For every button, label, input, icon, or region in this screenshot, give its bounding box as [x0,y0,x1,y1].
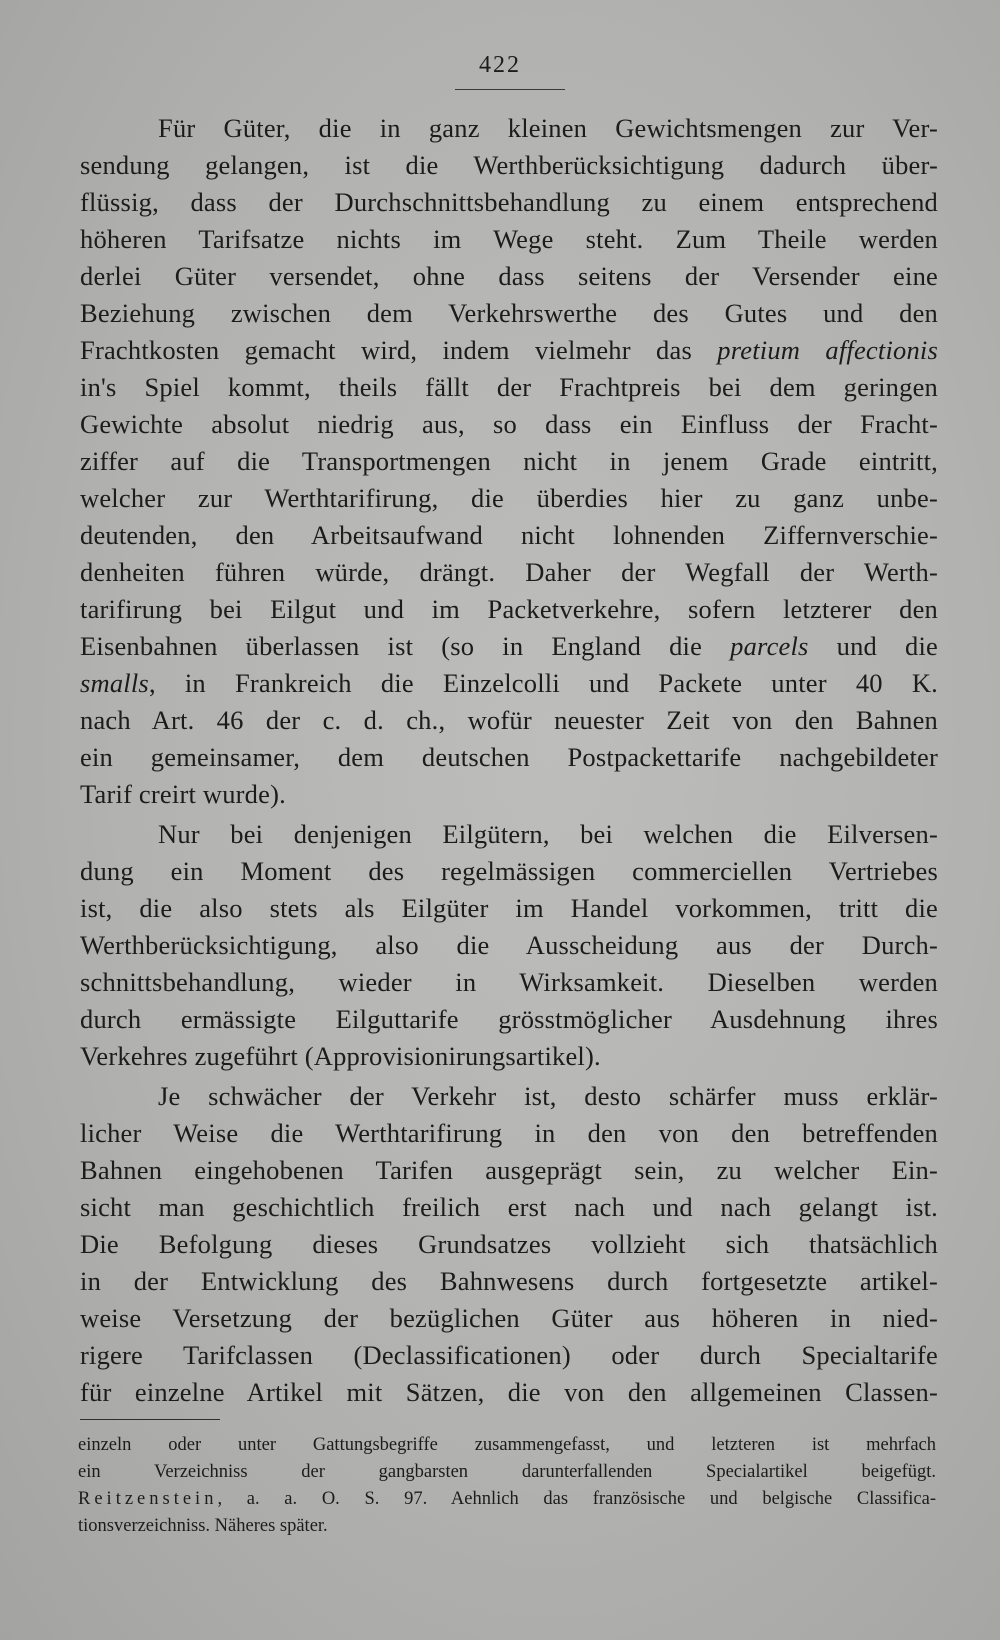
text-segment: Frachtkosten gemacht wird, indem vielmehr das [80,335,718,365]
text-line [80,332,938,369]
italic-term: pretium affectionis [717,335,938,365]
text-line: Werthberücksichtigung, also die Ausscheidung aus der Durch- [80,930,938,960]
text-line: nach Art. 46 der c. d. ch., wofür neuester Zeit von den Bahnen [80,705,938,735]
text-line: Beziehung zwischen dem Verkehrswerthe des Gutes und den [80,298,938,328]
header-rule [455,89,565,90]
body-text [80,110,938,1411]
footnote-line [78,1486,936,1513]
text-line: höheren Tarifsatze nichts im Wege steht. Zum Theile werden [80,224,938,254]
paragraph [80,110,938,813]
text-line: ist, die also stets als Eilgüter im Handel vorkommen, tritt die [80,893,938,923]
text-line: durch ermässigte Eilguttarife grösstmöglicher Ausdehnung ihres [80,1004,938,1034]
footnote-line: ein Verzeichniss der gangbarsten darunterfallenden Specialartikel beigefügt. [78,1462,936,1482]
text-line: Nur bei denjenigen Eilgütern, bei welchen die Eilversen- [158,819,938,849]
text-line: sicht man geschichtlich freilich erst nach und nach gelangt ist. [80,1192,938,1222]
text-line: in's Spiel kommt, theils fällt der Frachtpreis bei dem geringen [80,372,938,402]
italic-term: smalls [80,668,149,698]
paragraph [80,1078,938,1411]
text-line: sendung gelangen, ist die Werthberücksichtigung dadurch über- [80,150,938,180]
text-line: Für Güter, die in ganz kleinen Gewichtsmengen zur Ver- [158,113,938,143]
text-line: welcher zur Werthtarifirung, die überdies hier zu ganz unbe- [80,483,938,513]
text-segment: , a. a. O. S. 97. Aehnlich das französische und belgische Classifica- [217,1489,936,1509]
text-segment: und die [808,631,939,661]
text-line: licher Weise die Werthtarifirung in den von den betreffenden [80,1118,938,1148]
text-line: Die Befolgung dieses Grundsatzes vollzieht sich thatsächlich [80,1229,938,1259]
text-line: für einzelne Artikel mit Sätzen, die von den allgemeinen Classen- [80,1377,938,1407]
author-name: Reitzenstein [78,1489,218,1509]
text-line: tarifirung bei Eilgut und im Packetverkehre, sofern letzterer den [80,594,938,624]
text-line: in der Entwicklung des Bahnwesens durch fortgesetzte artikel- [80,1266,938,1296]
text-line: dung ein Moment des regelmässigen commerciellen Vertriebes [80,856,938,886]
text-line: denheiten führen würde, drängt. Daher der Wegfall der Werth- [80,557,938,587]
footnote-line: tionsverzeichniss. Näheres später. [78,1516,328,1536]
text-line: ziffer auf die Transportmengen nicht in jenem Grade eintritt, [80,446,938,476]
text-line: Tarif creirt wurde). [80,779,286,809]
text-line: Je schwächer der Verkehr ist, desto schärfer muss erklär- [158,1081,938,1111]
text-line: ein gemeinsamer, dem deutschen Postpackettarife nachgebildeter [80,742,938,772]
text-line: rigere Tarifclassen (Declassificationen) oder durch Specialtarife [80,1340,938,1370]
text-line: derlei Güter versendet, ohne dass seitens der Versender eine [80,261,938,291]
italic-term: parcels [730,631,809,661]
text-segment: , in Frankreich die Einzelcolli und Packete unter 40 K. [148,668,938,698]
text-line: weise Versetzung der bezüglichen Güter aus höheren in nied- [80,1303,938,1333]
text-segment: Eisenbahnen überlassen ist (so in England die [80,631,731,661]
footnote-rule [80,1419,220,1420]
text-line [80,628,938,665]
page-number: 422 [479,52,521,78]
footnote-line: einzeln oder unter Gattungsbegriffe zusammengefasst, und letzteren ist mehrfach [78,1435,936,1455]
text-line: flüssig, dass der Durchschnittsbehandlung zu einem entsprechend [80,187,938,217]
text-line: Verkehres zugeführt (Approvisionirungsartikel). [80,1041,601,1071]
footnote [78,1432,936,1540]
text-line [80,665,938,702]
text-line: deutenden, den Arbeitsaufwand nicht lohnenden Ziffernverschie- [80,520,938,550]
text-line: Bahnen eingehobenen Tarifen ausgeprägt sein, zu welcher Ein- [80,1155,938,1185]
paragraph [80,816,938,1075]
text-line: Gewichte absolut niedrig aus, so dass ein Einfluss der Fracht- [80,409,938,439]
text-line: schnittsbehandlung, wieder in Wirksamkeit. Dieselben werden [80,967,938,997]
